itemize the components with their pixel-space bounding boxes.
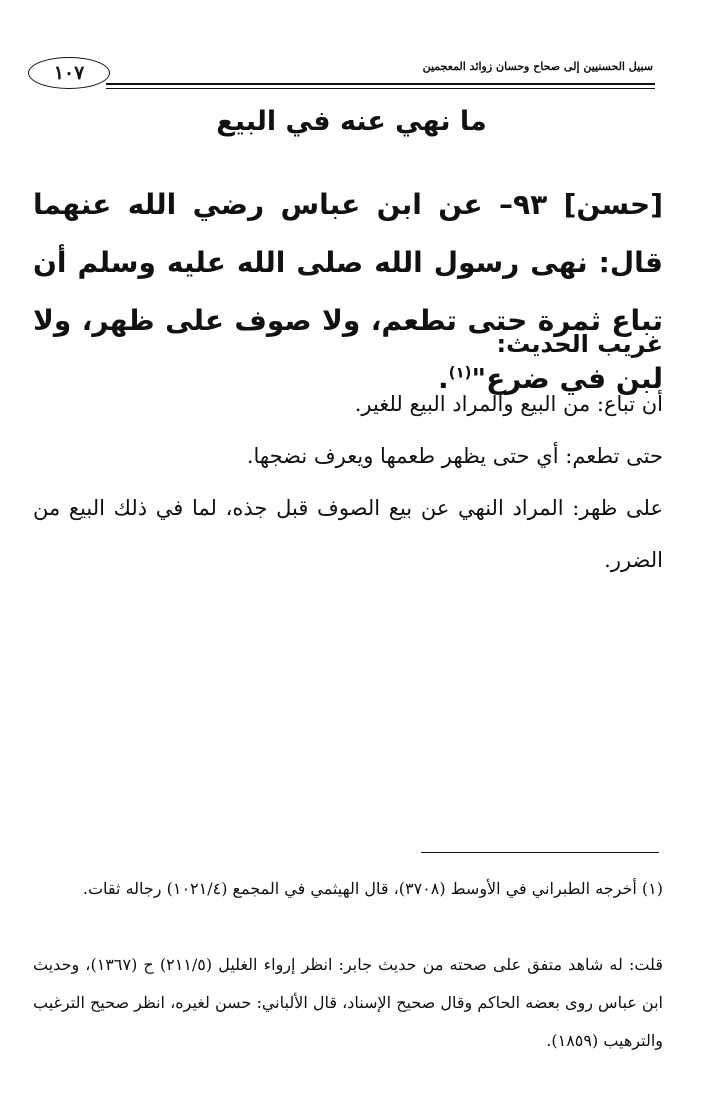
gloss-entry: على ظهر: المراد النهي عن بيع الصوف قبل جذه، لما في ذلك البيع من الضرر.: [33, 496, 663, 572]
hadith-paragraph: [33, 176, 663, 408]
footnote-reference[interactable]: (١): [448, 363, 472, 382]
gharib-heading: غريب الحديث:: [496, 330, 663, 358]
section-title: ما نهي عنه في البيع: [216, 106, 487, 137]
hadith-number: ٩٣–: [498, 188, 548, 221]
header-rule-thick: [106, 83, 655, 85]
gloss-entry: أن تباع: من البيع والمراد البيع للغير.: [354, 392, 663, 416]
footnote-1: (١) أخرجه الطبراني في الأوسط (٣٧٠٨)، قال الهيثمي في المجمع (١٠٢١/٤) رجاله ثقات.: [82, 879, 663, 898]
page-number: ١٠٧: [28, 57, 110, 89]
hadith-grade: [حسن]: [563, 188, 664, 221]
gloss-entry: حتى تطعم: أي حتى يظهر طعمها ويعرف نضجها.: [246, 444, 663, 468]
footnote-note: قلت: له شاهد متفق على صحته من حديث جابر: انظر إرواء الغليل (٢١١/٥) ح (١٣٦٧)، وحديث ابن عباس روى بعضه الحاكم وقال صحيح الإسناد، قال الألباني: حسن لغيره، انظر صحيح الترغيب والترهيب (١٨٥٩).: [33, 955, 664, 1050]
footnote-separator: [421, 852, 659, 853]
running-title: سبيل الحسنيين إلى صحاح وحسان زوائد المعجمين: [422, 60, 653, 73]
header-rule-thin: [106, 88, 655, 89]
hadith-text: عن ابن عباس رضي الله عنهما قال: نهى رسول الله صلى الله عليه وسلم أن تباع ثمرة حتى تطعم، ولا صوف على ظهر، ولا لبن في ضرع": [33, 188, 663, 395]
hadith-end-mark: .: [437, 362, 449, 395]
